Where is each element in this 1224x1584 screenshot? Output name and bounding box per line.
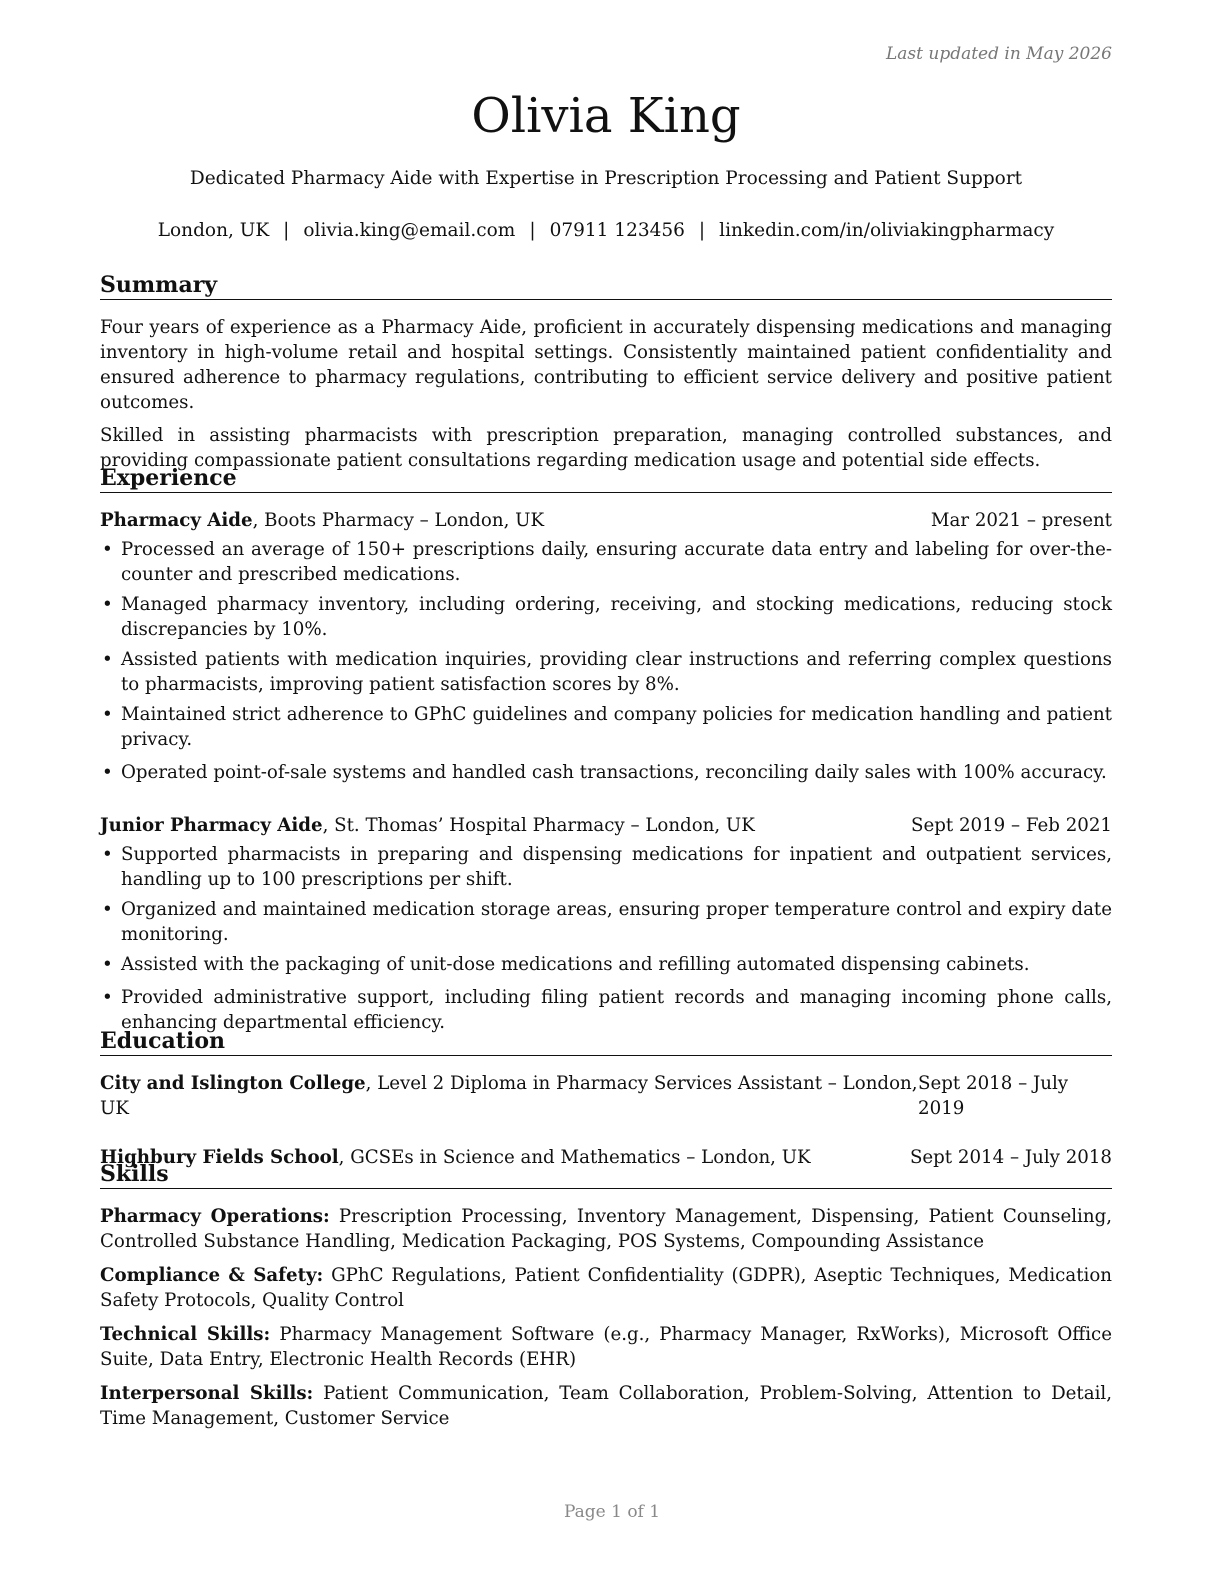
education-entry bbox=[100, 1071, 1112, 1121]
skills-section bbox=[100, 1160, 1112, 1431]
skill-group-items: Prescription Processing, Inventory Management, Dispensing, Patient Counseling, Controlled Substance Handling, Medication Packaging, POS Systems, Compounding Assistance bbox=[100, 1206, 1113, 1252]
job-dates: Mar 2021 – present bbox=[930, 510, 1112, 531]
contact-email[interactable]: olivia.king@email.com bbox=[303, 220, 516, 241]
job-bullets bbox=[100, 537, 1112, 785]
job-entry bbox=[100, 508, 1112, 785]
job-entry bbox=[100, 813, 1112, 1035]
bullet-dot-icon: • bbox=[102, 762, 113, 783]
skill-group bbox=[100, 1322, 1112, 1372]
skill-group-label: Technical Skills: bbox=[100, 1324, 271, 1345]
summary-section bbox=[100, 271, 1112, 473]
skill-group-items: GPhC Regulations, Patient Confidentiality (GDPR), Aseptic Techniques, Medication Safety Protocols, Quality Control bbox=[100, 1265, 1112, 1311]
job-title: Pharmacy Aide bbox=[100, 510, 253, 531]
last-updated: Last updated in May 2026 bbox=[885, 44, 1112, 64]
experience-section bbox=[100, 464, 1112, 1035]
experience-heading: Experience bbox=[100, 464, 1112, 493]
job-org: , Boots Pharmacy – London, UK bbox=[252, 510, 545, 531]
education-school: Highbury Fields School bbox=[100, 1147, 339, 1168]
job-bullet: • Operated point-of-sale systems and handled cash transactions, reconciling daily sales with 100% accuracy. bbox=[102, 762, 1107, 783]
job-bullet: • Provided administrative support, including filing patient records and managing incoming phone calls, enhancing departmental efficiency. bbox=[102, 987, 1112, 1033]
tagline: Dedicated Pharmacy Aide with Expertise in Prescription Processing and Patient Support bbox=[189, 168, 1023, 189]
contact-separator: | bbox=[283, 220, 290, 241]
job-bullet: • Managed pharmacy inventory, including ordering, receiving, and stocking medications, reducing stock discrepancies by 10%. bbox=[102, 594, 1112, 640]
skill-group-label: Interpersonal Skills: bbox=[100, 1383, 314, 1404]
bullet-dot-icon: • bbox=[102, 987, 113, 1008]
job-bullet: • Organized and maintained medication storage areas, ensuring proper temperature control and expiry date monitoring. bbox=[102, 899, 1112, 945]
education-school: City and Islington College bbox=[100, 1073, 366, 1094]
job-title: Junior Pharmacy Aide bbox=[100, 815, 323, 836]
bullet-dot-icon: • bbox=[102, 594, 113, 615]
summary-paragraph: Skilled in assisting pharmacists with prescription preparation, managing controlled substances, and providing compassionate patient consultations regarding medication usage and potential side effects. bbox=[100, 425, 1112, 471]
skill-group bbox=[100, 1263, 1112, 1313]
job-bullet: • Assisted patients with medication inquiries, providing clear instructions and referring complex questions to pharmacists, improving patient satisfaction scores by 8%. bbox=[102, 649, 1112, 695]
skill-group-label: Pharmacy Operations: bbox=[100, 1206, 330, 1227]
contact-phone: 07911 123456 bbox=[549, 220, 685, 241]
education-section bbox=[100, 1027, 1112, 1170]
bullet-dot-icon: • bbox=[102, 649, 113, 670]
skill-group bbox=[100, 1381, 1112, 1431]
bullet-dot-icon: • bbox=[102, 844, 113, 865]
skill-group-label: Compliance & Safety: bbox=[100, 1265, 324, 1286]
contact-location: London, UK bbox=[157, 220, 270, 241]
contact-line bbox=[100, 220, 1112, 241]
bullet-dot-icon: • bbox=[102, 539, 113, 560]
bullet-dot-icon: • bbox=[102, 899, 113, 920]
contact-linkedin[interactable]: linkedin.com/in/oliviakingpharmacy bbox=[719, 220, 1055, 241]
education-detail: , GCSEs in Science and Mathematics – London, UK bbox=[338, 1147, 811, 1168]
summary-paragraph: Four years of experience as a Pharmacy Aide, proficient in accurately dispensing medications and managing inventory in high-volume retail and hospital settings. Consistently maintained patient confidentiality and ensured adherence to pharmacy regulations, contributing to efficient service delivery and positive patient outcomes. bbox=[100, 317, 1112, 413]
job-org: , St. Thomas’ Hospital Pharmacy – London, UK bbox=[322, 815, 755, 836]
contact-separator: | bbox=[698, 220, 706, 241]
bullet-dot-icon: • bbox=[102, 704, 113, 725]
page-footer: Page 1 of 1 bbox=[563, 1502, 661, 1522]
job-bullet: • Assisted with the packaging of unit-dose medications and refilling automated dispensing cabinets. bbox=[102, 954, 1030, 975]
skill-group-items: Patient Communication, Team Collaboration, Problem-Solving, Attention to Detail, Time Management, Customer Service bbox=[100, 1383, 1112, 1429]
skills-heading: Skills bbox=[100, 1160, 1112, 1189]
education-heading: Education bbox=[100, 1027, 1112, 1056]
job-bullet: • Maintained strict adherence to GPhC guidelines and company policies for medication handling and patient privacy. bbox=[102, 704, 1112, 750]
job-dates: Sept 2019 – Feb 2021 bbox=[911, 815, 1112, 836]
summary-heading: Summary bbox=[100, 271, 1112, 300]
contact-separator: | bbox=[529, 220, 536, 241]
job-bullets bbox=[100, 842, 1112, 1035]
education-dates: Sept 2014 – July 2018 bbox=[909, 1147, 1112, 1168]
skill-group bbox=[100, 1204, 1112, 1254]
job-header bbox=[100, 508, 1112, 533]
job-header bbox=[100, 813, 1112, 838]
bullet-dot-icon: • bbox=[102, 954, 113, 975]
job-bullet: • Processed an average of 150+ prescriptions daily, ensuring accurate data entry and labeling for over-the-counter and prescribed medications. bbox=[102, 539, 1112, 585]
skill-group-items: Pharmacy Management Software (e.g., Pharmacy Manager, RxWorks), Microsoft Office Suite, Data Entry, Electronic Health Records (EHR) bbox=[100, 1324, 1112, 1370]
job-bullet: • Supported pharmacists in preparing and dispensing medications for inpatient and outpatient services, handling up to 100 prescriptions per shift. bbox=[102, 844, 1112, 890]
candidate-name: Olivia King bbox=[471, 88, 741, 144]
education-dates: Sept 2018 – July 2019 bbox=[918, 1073, 1069, 1119]
education-detail: , Level 2 Diploma in Pharmacy Services Assistant – London, UK bbox=[100, 1073, 918, 1119]
